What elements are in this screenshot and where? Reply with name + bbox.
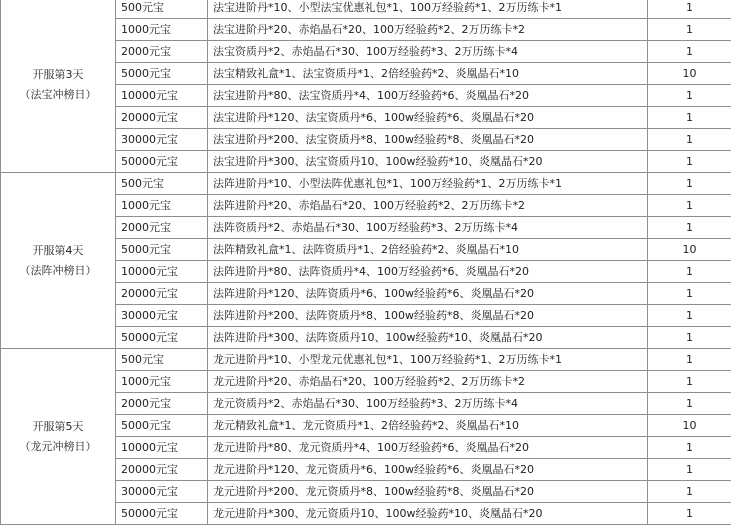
reward-cell: 法阵进阶丹*300、法阵资质丹10、100w经验药*10、炎凰晶石*20 bbox=[208, 327, 648, 349]
table-row bbox=[1, 349, 731, 371]
amount-cell: 10000元宝 bbox=[116, 261, 208, 283]
count-cell: 1 bbox=[648, 437, 731, 459]
count-cell: 1 bbox=[648, 327, 731, 349]
amount-cell: 50000元宝 bbox=[116, 327, 208, 349]
event-label: （法阵冲榜日） bbox=[19, 263, 97, 277]
reward-cell: 法阵进阶丹*80、法阵资质丹*4、100万经验药*6、炎凰晶石*20 bbox=[208, 261, 648, 283]
day-label: 开服第4天 bbox=[32, 243, 84, 257]
amount-cell: 1000元宝 bbox=[116, 19, 208, 41]
count-cell: 1 bbox=[648, 283, 731, 305]
count-cell: 1 bbox=[648, 261, 731, 283]
count-cell: 1 bbox=[648, 217, 731, 239]
day-label: 开服第3天 bbox=[32, 67, 84, 81]
amount-cell: 1000元宝 bbox=[116, 195, 208, 217]
amount-cell: 30000元宝 bbox=[116, 481, 208, 503]
amount-cell: 2000元宝 bbox=[116, 41, 208, 63]
day-group-cell bbox=[1, 349, 116, 525]
amount-cell: 10000元宝 bbox=[116, 437, 208, 459]
reward-cell: 法宝进阶丹*120、法宝资质丹*6、100w经验药*6、炎凰晶石*20 bbox=[208, 107, 648, 129]
count-cell: 10 bbox=[648, 63, 731, 85]
reward-cell: 法阵精致礼盒*1、法阵资质丹*1、2倍经验药*2、炎凰晶石*10 bbox=[208, 239, 648, 261]
reward-cell: 法阵进阶丹*20、赤焰晶石*20、100万经验药*2、2万历练卡*2 bbox=[208, 195, 648, 217]
amount-cell: 20000元宝 bbox=[116, 283, 208, 305]
amount-cell: 50000元宝 bbox=[116, 151, 208, 173]
count-cell: 10 bbox=[648, 239, 731, 261]
count-cell: 1 bbox=[648, 393, 731, 415]
reward-cell: 法阵进阶丹*120、法阵资质丹*6、100w经验药*6、炎凰晶石*20 bbox=[208, 283, 648, 305]
amount-cell: 2000元宝 bbox=[116, 217, 208, 239]
reward-cell: 龙元资质丹*2、赤焰晶石*30、100万经验药*3、2万历练卡*4 bbox=[208, 393, 648, 415]
day-label: 开服第5天 bbox=[32, 419, 84, 433]
day-group-cell bbox=[1, 0, 116, 173]
event-label: （法宝冲榜日） bbox=[19, 87, 97, 101]
count-cell: 1 bbox=[648, 107, 731, 129]
amount-cell: 2000元宝 bbox=[116, 393, 208, 415]
amount-cell: 500元宝 bbox=[116, 349, 208, 371]
reward-cell: 龙元进阶丹*20、赤焰晶石*20、100万经验药*2、2万历练卡*2 bbox=[208, 371, 648, 393]
count-cell: 10 bbox=[648, 415, 731, 437]
count-cell: 1 bbox=[648, 349, 731, 371]
reward-cell: 龙元精致礼盒*1、龙元资质丹*1、2倍经验药*2、炎凰晶石*10 bbox=[208, 415, 648, 437]
reward-cell: 法宝资质丹*2、赤焰晶石*30、100万经验药*3、2万历练卡*4 bbox=[208, 41, 648, 63]
amount-cell: 5000元宝 bbox=[116, 63, 208, 85]
reward-cell: 龙元进阶丹*300、龙元资质丹10、100w经验药*10、炎凰晶石*20 bbox=[208, 503, 648, 525]
reward-cell: 法宝进阶丹*20、赤焰晶石*20、100万经验药*2、2万历练卡*2 bbox=[208, 19, 648, 41]
count-cell: 1 bbox=[648, 195, 731, 217]
count-cell: 1 bbox=[648, 173, 731, 195]
count-cell: 1 bbox=[648, 85, 731, 107]
amount-cell: 5000元宝 bbox=[116, 415, 208, 437]
reward-cell: 法阵进阶丹*200、法阵资质丹*8、100w经验药*8、炎凰晶石*20 bbox=[208, 305, 648, 327]
count-cell: 1 bbox=[648, 459, 731, 481]
reward-cell: 法宝进阶丹*10、小型法宝优惠礼包*1、100万经验药*1、2万历练卡*1 bbox=[208, 0, 648, 19]
reward-cell: 法宝精致礼盒*1、法宝资质丹*1、2倍经验药*2、炎凰晶石*10 bbox=[208, 63, 648, 85]
reward-cell: 法宝进阶丹*300、法宝资质丹10、100w经验药*10、炎凰晶石*20 bbox=[208, 151, 648, 173]
reward-cell: 龙元进阶丹*200、龙元资质丹*8、100w经验药*8、炎凰晶石*20 bbox=[208, 481, 648, 503]
day-group-cell bbox=[1, 173, 116, 349]
amount-cell: 5000元宝 bbox=[116, 239, 208, 261]
amount-cell: 1000元宝 bbox=[116, 371, 208, 393]
reward-cell: 法宝进阶丹*80、法宝资质丹*4、100万经验药*6、炎凰晶石*20 bbox=[208, 85, 648, 107]
reward-cell: 龙元进阶丹*120、龙元资质丹*6、100w经验药*6、炎凰晶石*20 bbox=[208, 459, 648, 481]
amount-cell: 500元宝 bbox=[116, 0, 208, 19]
count-cell: 1 bbox=[648, 0, 731, 19]
count-cell: 1 bbox=[648, 305, 731, 327]
reward-cell: 法阵资质丹*2、赤焰晶石*30、100万经验药*3、2万历练卡*4 bbox=[208, 217, 648, 239]
count-cell: 1 bbox=[648, 481, 731, 503]
reward-cell: 法阵进阶丹*10、小型法阵优惠礼包*1、100万经验药*1、2万历练卡*1 bbox=[208, 173, 648, 195]
count-cell: 1 bbox=[648, 151, 731, 173]
reward-table-body bbox=[1, 0, 731, 525]
table-row bbox=[1, 173, 731, 195]
event-label: （龙元冲榜日） bbox=[19, 439, 97, 453]
amount-cell: 20000元宝 bbox=[116, 459, 208, 481]
count-cell: 1 bbox=[648, 129, 731, 151]
reward-cell: 龙元进阶丹*10、小型龙元优惠礼包*1、100万经验药*1、2万历练卡*1 bbox=[208, 349, 648, 371]
amount-cell: 20000元宝 bbox=[116, 107, 208, 129]
amount-cell: 10000元宝 bbox=[116, 85, 208, 107]
amount-cell: 30000元宝 bbox=[116, 129, 208, 151]
reward-cell: 法宝进阶丹*200、法宝资质丹*8、100w经验药*8、炎凰晶石*20 bbox=[208, 129, 648, 151]
count-cell: 1 bbox=[648, 41, 731, 63]
amount-cell: 50000元宝 bbox=[116, 503, 208, 525]
amount-cell: 30000元宝 bbox=[116, 305, 208, 327]
count-cell: 1 bbox=[648, 19, 731, 41]
table-row bbox=[1, 0, 731, 19]
count-cell: 1 bbox=[648, 371, 731, 393]
amount-cell: 500元宝 bbox=[116, 173, 208, 195]
reward-cell: 龙元进阶丹*80、龙元资质丹*4、100万经验药*6、炎凰晶石*20 bbox=[208, 437, 648, 459]
count-cell: 1 bbox=[648, 503, 731, 525]
